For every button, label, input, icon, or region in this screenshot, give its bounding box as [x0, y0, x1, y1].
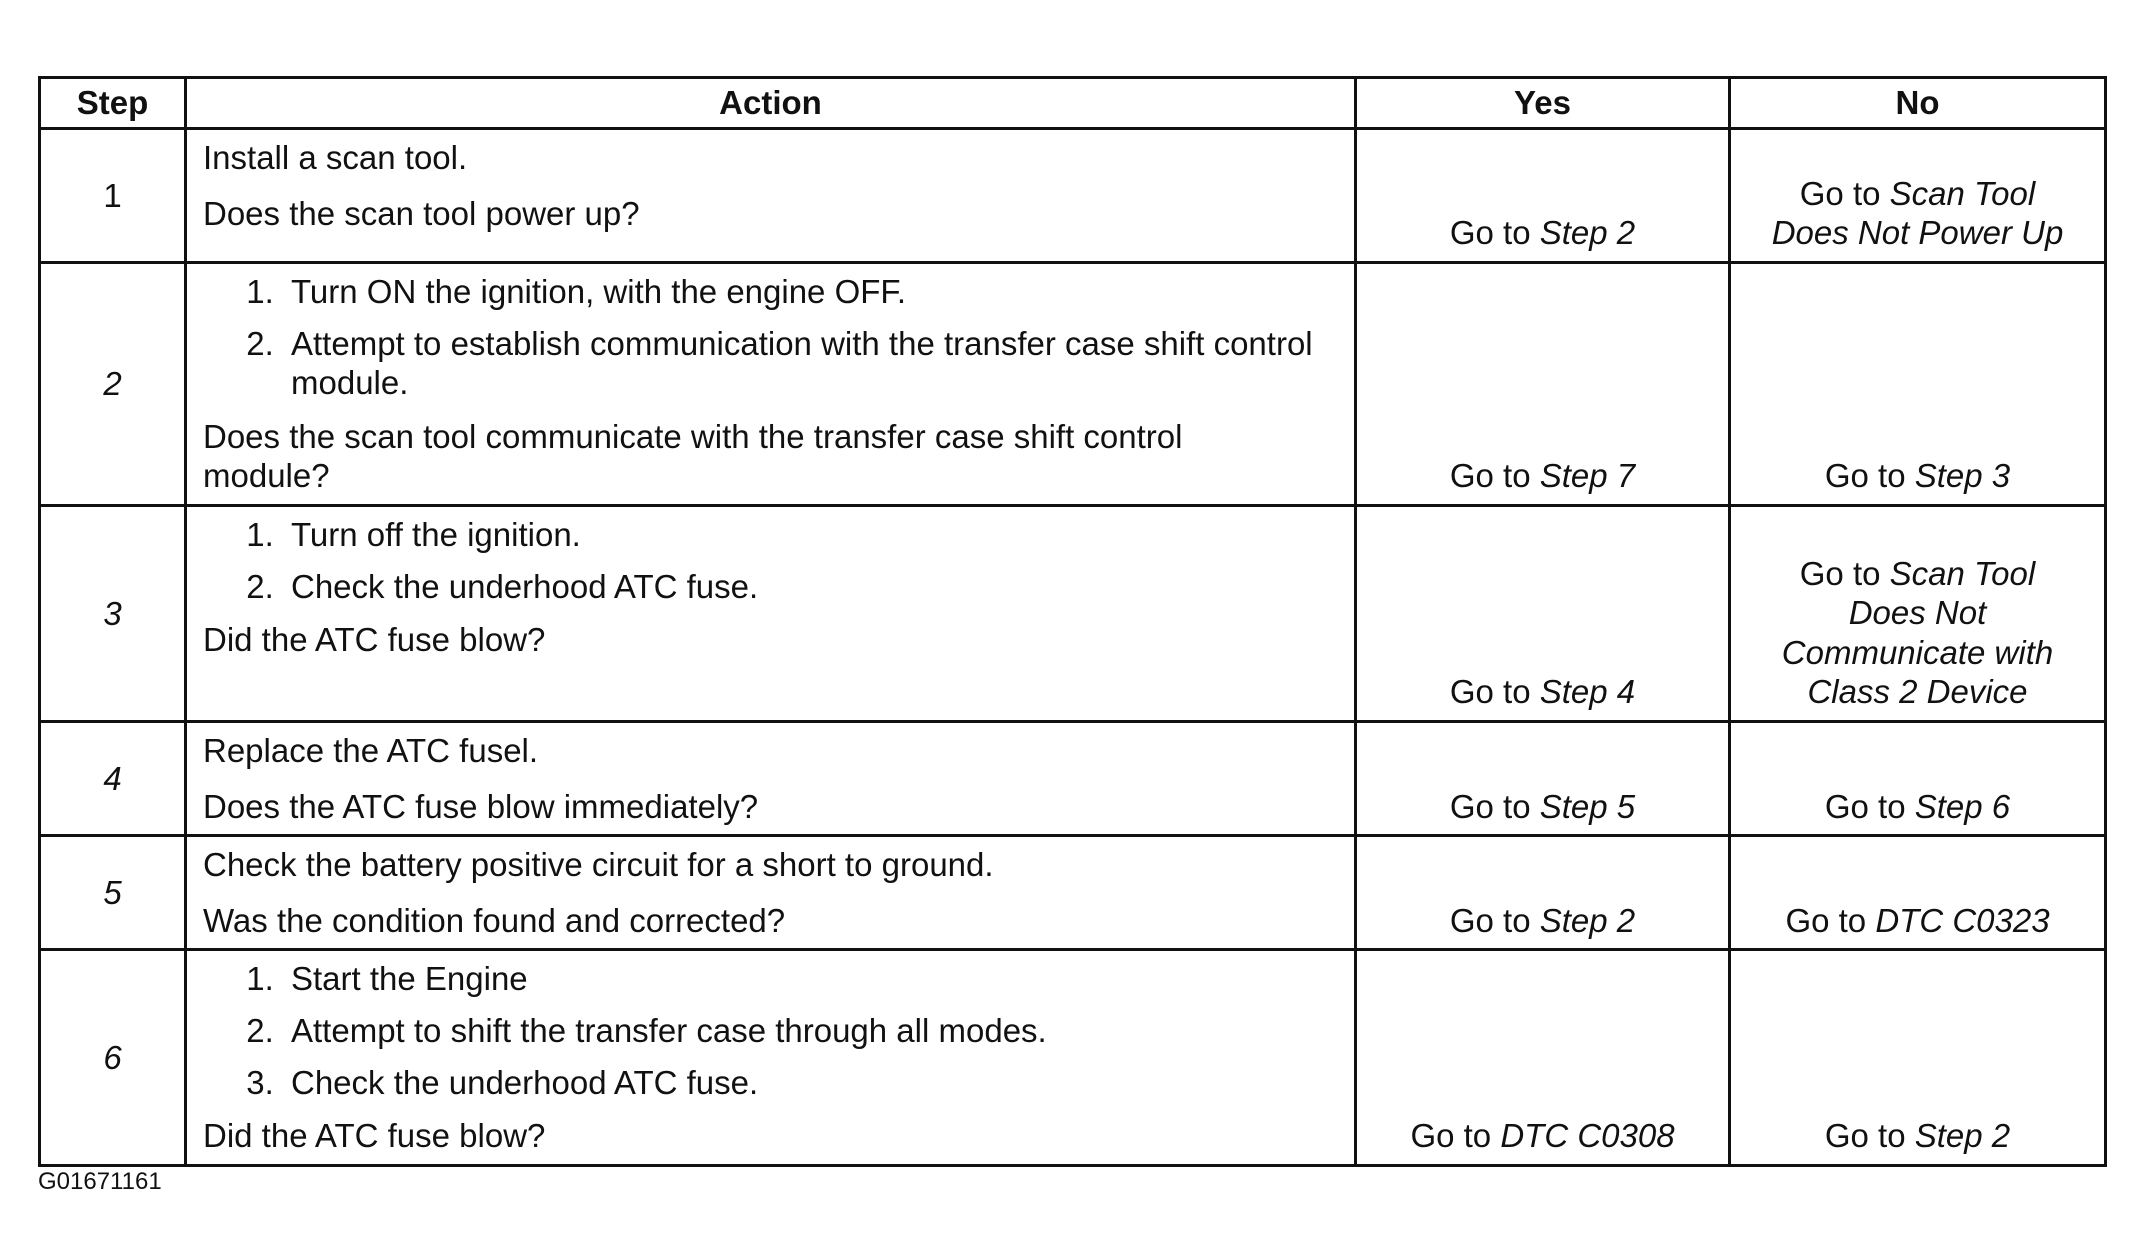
action-cell	[186, 721, 1356, 835]
action-text: Install a scan tool.	[203, 139, 468, 176]
yes-target: Step 5	[1539, 787, 1636, 825]
figure-code: G01671161	[38, 1168, 162, 1195]
action-list-item: 2. Attempt to shift the transfer case through all modes.	[283, 1011, 1318, 1051]
step-number: 3	[40, 505, 186, 721]
yes-cell	[1356, 505, 1730, 721]
no-prefix: Go to	[1824, 787, 1906, 825]
no-prefix: Go to	[1824, 1117, 1906, 1155]
action-question: Did the ATC fuse blow?	[203, 1117, 546, 1155]
yes-prefix: Go to	[1449, 673, 1531, 711]
action-list-item: 3. Check the underhood ATC fuse.	[283, 1063, 1318, 1103]
yes-cell	[1356, 836, 1730, 950]
yes-prefix: Go to	[1410, 1117, 1492, 1155]
no-target: DTC C0323	[1875, 901, 2050, 939]
no-target-line: Scan Tool	[1889, 554, 2036, 592]
action-list	[203, 272, 1318, 403]
action-list-item: 1. Start the Engine	[283, 959, 1318, 999]
diagnostic-table	[38, 76, 2107, 1167]
action-list	[203, 959, 1318, 1102]
action-text: Replace the ATC fusel.	[203, 731, 539, 769]
header-action: Action	[186, 78, 1356, 129]
action-question: Did the ATC fuse blow?	[203, 621, 546, 659]
table-row	[40, 950, 2106, 1165]
yes-prefix: Go to	[1449, 787, 1531, 825]
action-list-item: 1. Turn ON the ignition, with the engine OFF.	[283, 272, 1318, 312]
yes-cell	[1356, 263, 1730, 506]
no-target: Step 3	[1914, 457, 2011, 495]
yes-prefix: Go to	[1449, 901, 1531, 939]
action-list-item: 2. Check the underhood ATC fuse.	[283, 567, 1318, 607]
action-cell	[186, 129, 1356, 263]
action-text: Check the battery positive circuit for a short to ground.	[203, 846, 994, 884]
yes-cell	[1356, 721, 1730, 835]
step-number: 6	[40, 950, 186, 1165]
yes-target: Step 7	[1539, 457, 1636, 495]
action-question: Does the scan tool communicate with the transfer case shift control module?	[203, 417, 1183, 495]
action-list	[203, 515, 1318, 606]
action-question: Does the scan tool power up?	[203, 194, 640, 232]
action-cell	[186, 950, 1356, 1165]
no-cell	[1730, 950, 2106, 1165]
action-cell	[186, 836, 1356, 950]
no-target: Step 6	[1914, 787, 2011, 825]
yes-cell	[1356, 950, 1730, 1165]
yes-prefix: Go to	[1449, 457, 1531, 495]
no-target: Step 2	[1914, 1117, 2011, 1155]
no-target-line: Does Not Power Up	[1771, 214, 2064, 252]
no-target-line: Does Not	[1848, 594, 1987, 632]
no-target-line: Communicate with	[1781, 633, 2054, 671]
header-yes: Yes	[1356, 78, 1730, 129]
action-list-item: 2. Attempt to establish communication with the transfer case shift control module.	[283, 324, 1318, 403]
header-step: Step	[40, 78, 186, 129]
yes-prefix: Go to	[1449, 214, 1531, 252]
no-prefix: Go to	[1824, 457, 1906, 495]
yes-cell	[1356, 129, 1730, 263]
table-body	[40, 129, 2106, 1166]
action-cell	[186, 263, 1356, 506]
yes-target: DTC C0308	[1500, 1117, 1675, 1155]
table-row	[40, 836, 2106, 950]
action-cell	[186, 505, 1356, 721]
yes-target: Step 2	[1539, 214, 1636, 252]
table-row	[40, 263, 2106, 506]
table-row	[40, 721, 2106, 835]
no-prefix: Go to	[1799, 174, 1881, 212]
no-target-line: Scan Tool	[1889, 174, 2036, 212]
header-row	[40, 78, 2106, 129]
no-cell	[1730, 263, 2106, 506]
yes-target: Step 4	[1539, 673, 1636, 711]
action-question: Was the condition found and corrected?	[203, 901, 786, 939]
no-prefix: Go to	[1799, 554, 1881, 592]
action-question: Does the ATC fuse blow immediately?	[203, 787, 759, 825]
no-cell	[1730, 129, 2106, 263]
no-prefix: Go to	[1785, 901, 1867, 939]
no-cell	[1730, 505, 2106, 721]
step-number: 1	[40, 129, 186, 263]
no-cell	[1730, 836, 2106, 950]
table-row	[40, 505, 2106, 721]
step-number: 2	[40, 263, 186, 506]
action-list-item: 1. Turn off the ignition.	[283, 515, 1318, 555]
step-number: 5	[40, 836, 186, 950]
no-cell	[1730, 721, 2106, 835]
yes-target: Step 2	[1539, 901, 1636, 939]
table-row	[40, 129, 2106, 263]
step-number: 4	[40, 721, 186, 835]
header-no: No	[1730, 78, 2106, 129]
no-target-line: Class 2 Device	[1807, 673, 2028, 711]
